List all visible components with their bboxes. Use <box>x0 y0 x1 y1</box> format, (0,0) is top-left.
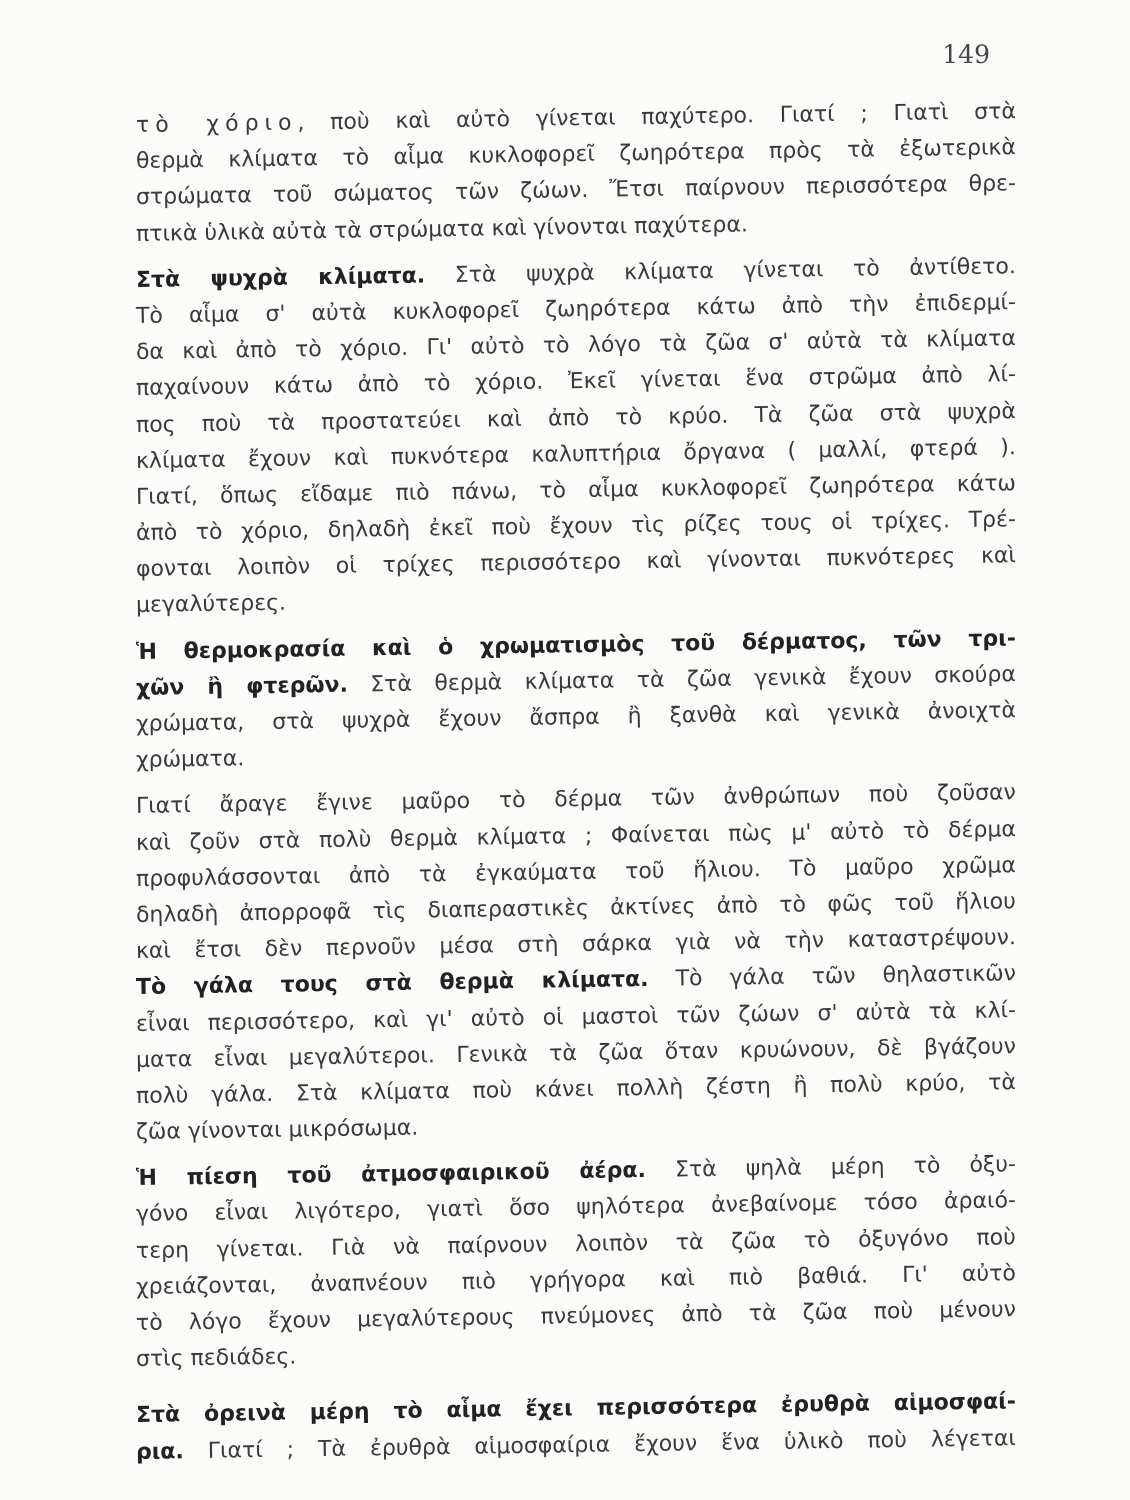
section-heading: Στὰ ὀρεινὰ μέρη τὸ αἷμα ἔχει περισσότερα ἐρυθρὰ αἱμοσφαί- <box>135 1389 1017 1429</box>
section-heading: ρια. <box>135 1438 184 1465</box>
line-text: πος ποὺ τὰ προστατεύει καὶ ἀπὸ τὸ κρύο. Τὰ ζῶα στὰ ψυχρὰ <box>135 398 1017 438</box>
line-text: , ποὺ καὶ αὐτὸ γίνεται παχύτερο. Γιατί ; Γιατὶ στὰ <box>297 99 1017 136</box>
line-text: ζῶα γίνονται μικρόσωμα. <box>135 1115 419 1146</box>
section-heading: Στὰ ψυχρὰ κλίματα. <box>135 263 426 293</box>
emphasized-term: τὸ χόριο <box>135 110 298 138</box>
section-heading: Τὸ γάλα τους στὰ θερμὰ κλίματα. <box>135 967 649 1001</box>
line-text: προφυλάσσονται ἀπὸ τὰ ἐγκαύματα τοῦ ἥλιου. Τὸ μαῦρο χρῶμα <box>135 852 1017 892</box>
line-text: πολὺ γάλα. Στὰ κλίματα ποὺ κάνει πολλὴ ζέστη ἢ πολὺ κρύο, τὰ <box>135 1070 1017 1109</box>
line-text: ἀπὸ τὸ χόριο, δηλαδὴ ἐκεῖ ποὺ ἔχουν τὶς ρίζες τους οἱ τρίχες. Τρέ- <box>135 507 1017 547</box>
line-text: τὸ λόγο ἔχουν μεγαλύτερους πνεύμονες ἀπὸ τὰ ζῶα ποὺ μένουν <box>135 1297 1017 1336</box>
line-text: χρειάζονται, ἀναπνέουν πιὸ γρήγορα καὶ πιὸ βαθιά. Γι' αὐτὸ <box>135 1260 1017 1300</box>
line-text: πτικὰ ὑλικὰ αὐτὰ τὰ στρώματα καὶ γίνονται παχύτερα. <box>135 211 749 247</box>
line-text: εἶναι περισσότερο, καὶ γι' αὐτὸ οἱ μαστοὶ τῶν ζώων σ' αὐτὰ τὰ κλί- <box>135 997 1017 1037</box>
line-text: χρώματα. <box>135 746 245 774</box>
text-body <box>135 99 1017 1471</box>
line-text: ματα εἶναι μεγαλύτεροι. Γενικὰ τὰ ζῶα ὅταν κρυώνουν, δὲ βγάζουν <box>135 1033 1017 1073</box>
line-text: Τὸ αἷμα σ' αὐτὰ κυκλοφορεῖ ζωηρότερα κάτω ἀπὸ τὴν ἐπιδερμί- <box>135 290 1017 329</box>
line-text: μεγαλύτερες. <box>135 591 287 619</box>
line-text: Στὰ θερμὰ κλίματα τὰ ζῶα γενικὰ ἔχουν σκούρα <box>347 661 1017 698</box>
line-text: γόνο εἶναι λιγότερο, γιατὶ ὅσο ψηλότερα ἀνεβαίνομε τόσο ἀραιό- <box>135 1188 1017 1228</box>
line-text: στρώματα τοῦ σώματος τῶν ζώων. Ἔτσι παίρνουν περισσότερα θρε- <box>135 171 1017 211</box>
line-text: Στὰ ψυχρὰ κλίματα γίνεται τὸ ἀντίθετο. <box>424 253 1017 289</box>
section-heading: Ἡ πίεση τοῦ ἀτμοσφαιρικοῦ ἀέρα. <box>135 1158 647 1192</box>
line-text: Γιατί ἄραγε ἔγινε μαῦρο τὸ δέρμα τῶν ἀνθρώπων ποὺ ζοῦσαν <box>135 780 1017 820</box>
line-text: τερη γίνεται. Γιὰ νὰ παίρνουν λοιπὸν τὰ ζῶα τὸ ὀξυγόνο ποὺ <box>135 1224 1017 1264</box>
line-text: χρώματα, στὰ ψυχρὰ ἔχουν ἄσπρα ἢ ξανθὰ καὶ γενικὰ ἀνοιχτὰ <box>135 698 1017 737</box>
section-heading: Ἡ θερμοκρασία καὶ ὁ χρωματισμὸς τοῦ δέρματος, τῶν τρι- <box>135 625 1017 665</box>
line-text: Γιατί ; Τὰ ἐρυθρὰ αἱμοσφαίρια ἔχουν ἕνα ὑλικὸ ποὺ λέγεται <box>183 1425 1017 1464</box>
line-text: Τὸ γάλα τῶν θηλαστικῶν <box>648 961 1017 993</box>
line-text: καὶ ζοῦν στὰ πολὺ θερμὰ κλίματα ; Φαίνεται πὼς μ' αὐτὸ τὸ δέρμα <box>135 816 1017 856</box>
line-text: δηλαδὴ ἀπορροφᾶ τὶς διαπεραστικὲς ἀκτίνες ἀπὸ τὸ φῶς τοῦ ἥλιου <box>135 889 1017 928</box>
line-text: δα καὶ ἀπὸ τὸ χόριο. Γι' αὐτὸ τὸ λόγο τὰ ζῶα σ' αὐτὰ τὰ κλίματα <box>135 326 1017 366</box>
line-text: Στὰ ψηλὰ μέρη τὸ ὀξυ- <box>645 1152 1017 1184</box>
line-text: θερμὰ κλίματα τὸ αἷμα κυκλοφορεῖ ζωηρότερα πρὸς τὰ ἐξωτερικὰ <box>135 135 1017 175</box>
line-text: φονται λοιπὸν οἱ τρίχες περισσότερο καὶ γίνονται πυκνότερες καὶ <box>135 543 1017 583</box>
page-number: 149 <box>942 40 990 69</box>
line-text: κλίματα ἔχουν καὶ πυκνότερα καλυπτήρια ὄργανα ( μαλλί, φτερά ). <box>135 434 1017 474</box>
section-heading: χῶν ἢ φτερῶν. <box>135 672 349 701</box>
line-text: Γιατί, ὅπως εἴδαμε πιὸ πάνω, τὸ αἷμα κυκλοφορεῖ ζωηρότερα κάτω <box>135 471 1017 510</box>
line-text: παχαίνουν κάτω ἀπὸ τὸ χόριο. Ἐκεῖ γίνεται ἕνα στρῶμα ἀπὸ λί- <box>135 362 1017 402</box>
line-text: καὶ ἔτσι δὲν περνοῦν μέσα στὴ σάρκα γιὰ νὰ τὴν καταστρέψουν. <box>135 925 1017 965</box>
line-text: στὶς πεδιάδες. <box>135 1344 297 1373</box>
